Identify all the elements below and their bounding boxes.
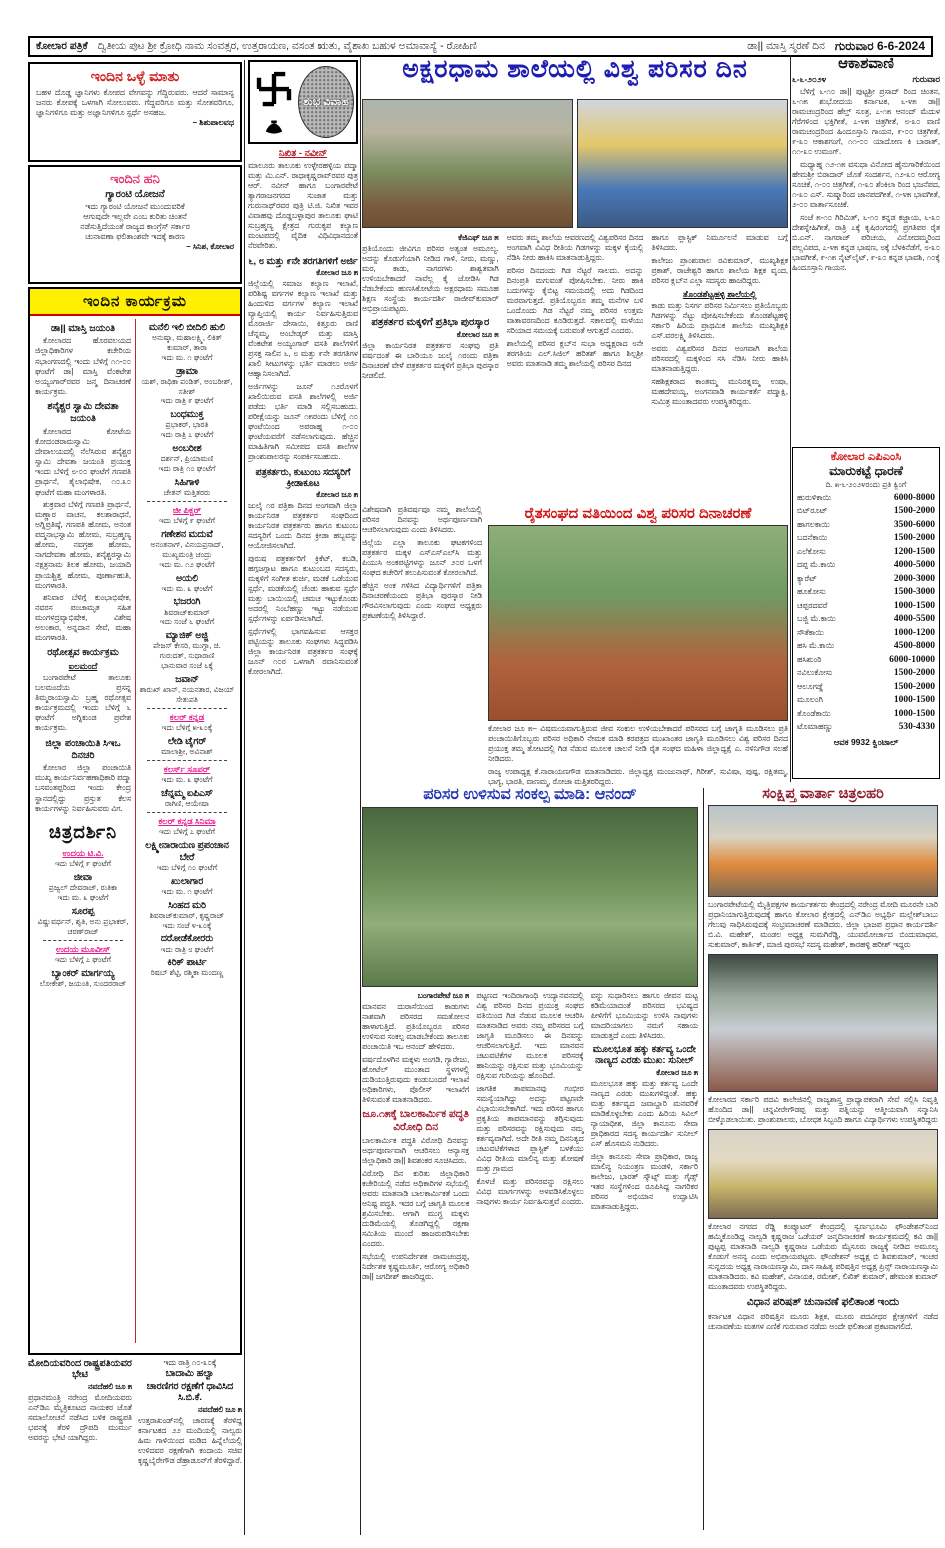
radio-evening: ಸಂಜೆ ೫-೧೦ ಗಿರಿಮಿತ್, ೬-೧೦ ಕನ್ನಡ ಕಜ್ಜಾಯ, ೬-೩೦ ದೇಶಸ್ನೇಹಿಗೀತೆ, ರಾತ್ರಿ ೭ಕ್ಕೆ ಕೃಷಿರಂಗದಲ್ಲಿ ಪ್ರಗತಿಪರ ರೈತ ಬಿ.ಎನ್. ನಾಗರಾಜ್ ಪರಿಚಯ, ವಿನೋದಮ್ಮರಿಂದ ಪಲ್ಲವಿಪದ, ೭-೪೫ ಕನ್ನಡ ಭಾಷಣ, ೮ಕ್ಕೆ ಬೆಳಕಿನೆಡೆಗೆ, ೮-೩೦ ಭಾವಗೀತೆ, ೯-೧೫ ನೈಟ್‌ಲೈಟ್, ೯-೩೦ ಕನ್ನಡ ಭಾವಶಿ, ೧೦ಕ್ಕೆ ಹಿಂದೂಸ್ತಾನಿ ಗಾಯನ. <box>792 213 940 272</box>
env-c1: ವನ್ನು ಸುಧಾರಿಸಲು ಹಾಗೂ ಜೀವನ ಮಟ್ಟ ಕಡಿಮೆಯಾದಂತೆ ಪರಿಸರದ ಭವಿಷ್ಯದ ಪೀಳಿಗೆಗೆ ಭೂಮಿಯನ್ನು ಉಳಿಸಿ ನಾವುಗಳು ಮಾದರಿಯಾಗಲು ನಮಗೆ ಸಹಾಯ ಮಾಡುತ್ತದೆ ಎಂದು ತಿಳಿಸಿದರು. <box>590 991 698 1040</box>
farmers-p1: ಕೋಲಾರ ಜೂ ೫– ವಿಷಮಯವಾಗುತ್ತಿರುವ ಜೀವ ಸಂಕುಲ ಉಳಿಯಬೇಕಾದರೆ ಪರಿಸರದ ಬಗ್ಗೆ ಜಾಗೃತಿ ಮೂಡಿಸಲು ಪ್ರತಿ ಪಂಚಾಯಿತಿಗೊಬ್ಬರು ಪರಿಸರ ಅಧಿಕಾರಿ ನೇಮಕ ಮಾಡಿ ಕರಪತ್ರದ ಮುಖಾಂತರ ಜಾಗೃತಿ ಮೂಡಿಸಲು ವಿಶ್ವ ಪರಿಸರ ದಿನದ ಪ್ರಯುಕ್ತ ತಮ್ಮ ತೋಟದಲ್ಲಿ ಗಿಡ ನೆಡುವ ಮೂಲಕ ಚಾಲನೆ ನೀಡಿ ರೈತ ಸಂಘದ ಮಹಿಳಾ ಜಿಲ್ಲಾಧ್ಯಕ್ಷೆ ಎ. ನಳಿನಿಗೌಡ ಸಲಹೆ ನೀಡಿದರು. <box>488 724 788 763</box>
photo-school-children-planting <box>577 99 788 228</box>
main-article-continuation <box>362 505 482 783</box>
env-a4: ವಿರೋಧಿ ದಿನ ಕುರಿತು ಜಿಲ್ಲಾಧಿಕಾರಿ ಕಚೇರಿಯಲ್ಲಿ ನಡೆದ ಅಧಿಕಾರಿಗಳ ಸಭೆಯಲ್ಲಿ ಅವರು ಮಾತನಾಡಿ ಬಾಲಕಾರ್ಮಿಕತೆ ಒಂದು ಅನಿಷ್ಟ ಪದ್ಧತಿ. ಇದರ ಬಗ್ಗೆ ಜಾಗೃತಿ ಮೂಲಕ ಶ್ರಮಿಸಬೇಕು. ಆಗಾಗಿ ಮುಗ್ಧ ಮಕ್ಕಳು ದುಡಿಮೆಯಲ್ಲಿ ತೊಡಗಿದ್ದಲ್ಲಿ ರಕ್ಷಣಾ ಸಮಿತಿಯ ಮುಂದೆ ಹಾಜರುಪಡಿಸಬೇಕು ಎಂದರು. <box>362 1169 470 1248</box>
radio-date: ೬-೬-೨೦೨೪ <box>792 74 827 84</box>
program-item: ಇದು ರಾತ್ರಿ ೯ ಘಂಟೆಗೆ <box>160 396 214 406</box>
column-c <box>248 60 358 1535</box>
market-row <box>797 546 935 559</box>
sports-article-p1: ಜುಲೈ ೧ರ ಪತ್ರಿಕಾ ದಿನದ ಅಂಗವಾಗಿ ಜಿಲ್ಲಾ ಕಾರ್ಯನಿರತ ಪತ್ರಕರ್ತರ ಸಂಘದಿಂದ ಕಾರ್ಯನಿರತ ಪತ್ರಕರ್ತರು ಹಾಗೂ ಕುಟುಂಬ ಸದಸ್ಯರಿಗೆ ಒಂದು ದಿನದ ಕ್ರೀಡಾ ಹಬ್ಬವನ್ನು ಆಯೋಜಿಸಲಾಗಿದೆ. <box>248 501 358 550</box>
market-row <box>797 559 935 572</box>
program-item: ಇದು ಬೆಳಿಗ್ಗೆ ೫-೩೦ಕ್ಕೆ <box>161 722 213 732</box>
program-item: ಕೋಲಾರದ ಹೊರವಲಯದ ಜಿಲ್ಲಾಧಿಕಾರಿಗಳ ಕಚೇರಿಯ ಸಭಾಂಗಣದಲ್ಲಿ ಇಂದು ಬೆಳಿಗ್ಗೆ ೧೧-೦೦ ಘಂಟೆಗೆ ಡಾ| ಮಾಸ್ತಿ ವೆಂಕಟೇಶ ಅಯ್ಯಂಗಾರ್‌ರವರ ಜನ್ಮ ದಿನಾಚರಣೆ ಕಾರ್ಯಕ್ರಮ. <box>35 336 131 396</box>
wedding-couple-names: ನಿಖಿತ - ನವೀನ್ <box>278 148 328 159</box>
market-row <box>797 532 935 545</box>
masthead-date: ಗುರುವಾರ 6-6-2024 <box>834 39 925 53</box>
market-title-1: ಕೋಲಾರ ಎಪಿಎಂಸಿ <box>830 451 902 463</box>
env-b1: ಪಟ್ಟಣದ ಇಂದಿರಾಗಾಂಧಿ ಉದ್ಯಾನವನದಲ್ಲಿ ವಿಶ್ವ ಪರಿಸರ ದಿನದ ಪ್ರಯುಕ್ತ ಸಂಘದ ವತಿಯಿಂದ ಗಿಡ ನೆಡುವ ಮೂಲಕ ಆಚರಿಸಿ ಮಾತನಾಡಿದ ಅವರು ನಮ್ಮ ಪರಿಸರದ ಬಗ್ಗೆ ಜಾಗೃತಿ ಮೂಡಿಸಲು ಈ ದಿನವನ್ನು ಆಚರಿಸಲಾಗುತ್ತಿದೆ. ಇದು ಮಾನವನ ಚಟುವಟಿಕೆಗಳ ಮೂಲಕ ಪರಿಸರಕ್ಕೆ ಹಾನಿಯನ್ನು ರಕ್ಷಿಸುವ ಮತ್ತು ಭೂಮಿಯನ್ನು ರಕ್ಷಿಸುವ ಗುರಿಯನ್ನು ಹೊಂದಿದೆ. <box>476 991 584 1080</box>
main-article-c3p1: ಹಾಗೂ ಪ್ಲಾಸ್ಟಿಕ್ ನಿರ್ಮೂಲನೆ ಮಾಡುವ ಬಗ್ಗೆ ತಿಳಿಸಿದರು. <box>651 233 789 252</box>
program-item: ಪೇಜಸ್ ಕೇಸರಿ, ಮುಗ್ಧಾ, ಚಿ. ಗುರುದತ್, ಸುಧಾರಾಣಿ <box>153 641 221 661</box>
classes-article-dateline: ಕೋಲಾರ ಜೂ ೫ <box>316 268 358 277</box>
commodity-price: 1000-1500 <box>893 708 935 719</box>
program-item: ಇದು ಸಂಜೆ ೬ ಘಂಟೆಗೆ <box>159 617 215 627</box>
brief-news-headline: ಸಂಕ್ಷಿಪ್ತ ವಾರ್ತಾ ಚಿತ್ರಲಹರಿ <box>762 786 884 802</box>
env-b2: ಜಾಗತಿಕ ತಾಪಮಾನವು ಗಂಭೀರ ಸಮಸ್ಯೆಯಾಗಿದ್ದು ಅದನ್ನು ಪಟ್ಟಣವೇ ವಿಭಾಯಿಸಬೇಕಾಗಿದೆ. ಇದು ಪರಿಸರ ಹಾಗೂ ಪ್ರಕೃತಿಯ ತಾಪಮಾನವನ್ನು ತಗ್ಗಿಸುವುದು ಮತ್ತು ಪರಿಸರವನ್ನು ರಕ್ಷಿಸುವುದು ನಮ್ಮ ಕರ್ತವ್ಯವಾಗಿದೆ. ಅದೇ ರೀತಿ ನಮ್ಮ ದಿನನಿತ್ಯದ ಚಟುವಟಿಕೆಗಳಾದ ಪ್ಲಾಸ್ಟಿಕ್ ಬಳಕೆಯು ವಿವಿಧ ರೀತಿಯ ಮಾಲಿನ್ಯ ಮತ್ತು ಶೋಷಣೆ ಮತ್ತು ಗ್ರಾಮದ <box>476 1084 584 1173</box>
commodity-price: 1000-1200 <box>893 627 935 638</box>
commodity-price: 6000-10000 <box>889 654 935 665</box>
main-article-columns <box>362 233 788 503</box>
hani-title: ಇಂದಿನ ಹನಿ <box>110 171 160 186</box>
brief-caption-2: ಕೋಲಾರದ ಸರ್ಕಾರಿ ಪದವಿ ಕಾಲೇಜಿನಲ್ಲಿ ರಾಜ್ಯಶಾಸ್ತ್ರ ಪ್ರಾಧ್ಯಾಪಕರಾಗಿ ಸೇವೆ ಸಲ್ಲಿಸಿ ನಿವೃತ್ತಿ ಹೊಂದಿದ ಡಾ|| ಚನ್ನವೀರೇಗೌಡಪ್ಪ ಮತ್ತು ಪತ್ನಿಯನ್ನು ಆತ್ಮೀಯವಾಗಿ ಸನ್ಮಾನಿಸಿ ಬೀಳ್ಕೊಡಲಾಯಿತು. ಪ್ರಾಂಶುಪಾಲರು, ಬೋಧಕ ಸಿಬ್ಬಂದಿ ಹಾಗೂ ವಿದ್ಯಾರ್ಥಿಗಳು ಉಪಸ್ಥಿತರಿದ್ದರು <box>708 1095 938 1124</box>
program-item: ರಾಗಿಣಿ, ಆಯೇಷಾ <box>165 798 209 808</box>
program-item: ಉದಯ ಮೂವೀಸ್ <box>55 943 111 954</box>
program-item: ಸಿಂಹದ ಮರಿ <box>168 899 206 910</box>
environment-columns <box>362 991 698 1531</box>
market-row <box>797 627 935 640</box>
photo-tree-watering <box>362 807 698 987</box>
good-word-body: ಬಹಳ ದೊಡ್ಡ ಜ್ಞಾನಿಗಳು ಕೋಪದ ವೇಗವನ್ನು ಗೆದ್ದಿರುವರು. ಆದರೆ ಸಾಮಾನ್ಯ ಜನರು ಕೋಪಕ್ಕೆ ಒಳಗಾಗಿ ಸೋಲುವರು. ಗೆದ್ದವರಿಗೂ ಮತ್ತು ಸೋತವರಿಗೂ, ಜ್ಞಾನಿಗಳಿಗೂ ಮತ್ತು ಅಜ್ಞಾನಿಗಳಿಗೂ ಸ್ಪರ್ಧೆ ಅಸಹಜ. <box>36 88 234 117</box>
main-article-dateline: ಕೆಜಿಎಫ್ ಜೂ ೫ <box>458 233 499 242</box>
program-item: ಇದು ರಾತ್ರಿ ೧೦ ಘಂಟೆಗೆ <box>158 464 216 474</box>
env-a3: ಬಾಲಕಾರ್ಮಿಕ ಪದ್ಧತಿ ವಿರೋಧಿ ದಿನವನ್ನು ಅರ್ಥಪೂರ್ಣವಾಗಿ ಆಚರಿಸಲು ಆನ್ಯಾಸಕ್ತ ಜಿಲ್ಲಾಧಿಕಾರಿ ಡಾ|| ಶಿವಶಂಕರ ಸೂಚಿಸಿದರು. <box>362 1136 470 1165</box>
market-row <box>797 654 935 667</box>
market-row <box>797 694 935 707</box>
cont-p2: ಜಿಲ್ಲೆಯ ಎಲ್ಲಾ ತಾಲೂಕು ಘಟಕಗಳಿಂದ ಪತ್ರಕರ್ತರ ಮಕ್ಕಳ ಎಸ್‌ಎಸ್‌ಎಲ್‌ಸಿ ಮತ್ತು ಪಿಯುಸಿ ಅಂಕಪಟ್ಟಿಗಳನ್ನು ಜೂನ್ ೨೦ರ ಒಳಗೆ ಸಂಘದ ಕಚೇರಿಗೆ ತಲುಪಿಸುವಂತೆ ಕೋರಲಾಗಿದೆ. <box>362 538 482 577</box>
program-item: ಇದು ಬೆಳಿಗ್ಗೆ ೯ ಘಂಟೆಗೆ <box>158 516 216 526</box>
program-item: ವಿಷ್ಣುವರ್ಧನ್, ಶೃತಿ, ಅನು ಪ್ರಭಾಕರ್, ಚರಣ್‌ರಾಜ್ <box>37 917 129 937</box>
bottom-left-news <box>28 1358 242 1533</box>
main-article-col3 <box>651 233 788 503</box>
program-item: ಅನುಷ್ಕಾ, ಮಹಾಲಕ್ಷ್ಮಿ, ಲಿಕಿತ್ ಕುಮಾರ್, ತಾರಾ <box>151 333 223 352</box>
program-item: ಮ್ಯಾಜಿಕ್ ಅಜ್ಜಿ <box>165 630 209 641</box>
program-item: ಗಣೇಶನ ಮದುವೆ <box>161 528 213 539</box>
commodity-price: 1000-1500 <box>893 600 935 611</box>
farmers-headline: ರೈತಸಂಘದ ವತಿಯಿಂದ ವಿಶ್ವ ಪರಿಸರ ದಿನಾಚರಣೆ <box>524 505 752 522</box>
market-row <box>797 519 935 532</box>
program-item: ಶಿವರಾಜ್‌ಕುಮಾರ್, ಕೃಷ್ಣರಾಜ್ <box>149 910 225 920</box>
radio-noon: ಮಧ್ಯಾಹ್ನ ೧೨-೧೫ ವಸುಧಾ ವಿನೋದ ಹೈನುಗಾರಿಕೆಯಿಂದ ಹೇಮಶ್ರೀ ಬಿರಾದಾರ್ ಜೊತೆ ಸಂದರ್ಶನ, ೧೨-೩೦ ಆರೋಗ್ಯ ಸೂಚಿಕೆ, ೧-೦೦ ಚಿತ್ರಗೀತೆ, ೧-೩೦ ಶೆಂಕಿಲಾ ರಿಂದ ಭಜನೆಪದ, ೧-೩೦ ಎಸ್. ಸುಷ್ಮಾರಿಂದ ಜಾನಪದಗೀತೆ, ೧-೪೫ ಭಾವಗೀತೆ, ೨-೦೦ ವಾರ್ತಾಸೂಚಿಕೆ. <box>792 160 940 209</box>
commodity-price: 4000-5000 <box>893 560 935 571</box>
program-item: ಕಲರ್ಸ್ ಸೂಪರ್ <box>163 763 211 774</box>
market-rows <box>797 492 935 735</box>
council-result-headline: ವಿಧಾನ ಪರಿಷತ್ ಚುನಾವಣೆ ಫಲಿತಾಂಶ ಇಂದು <box>746 1296 900 1308</box>
radio-schedule <box>792 55 940 445</box>
main-article-c2p2: ಪರಿಸರ ದಿನದಂದು ಗಿಡ ನೆಟ್ಟರೆ ಸಾಲದು. ಅದನ್ನು ದಿನಂಪ್ರತಿ ಮಗುವಂತೆ ಪೋಷಿಸಬೇಕು. ನೀರು ಹಾಕಿ ಬದುಗಳನ್ನು ಕೈಬಿಟ್ಟ ಸಮಯದಲ್ಲಿ ಅದು ಗಿಡದಿಂದ ಮರವಾಗುತ್ತದೆ. ಪ್ರತಿಯೊಬ್ಬರೂ ತಮ್ಮ ಮನೆಗಳ ಬಳಿ ಒಂದೊಂದು ಗಿಡ ನೆಟ್ಟರೆ ನಮ್ಮ ಪರಿಸರ ಉತ್ತಮ ವಾತಾವರಣದಿಂದ ಕೂಡಿರುತ್ತದೆ. ಸಕಾಲದಲ್ಲಿ ಮಳೆಯು ಸರಿಯಾದ ಸಮಯಕ್ಕೆ ಬರುವಂತೆ ಆಗುತ್ತದೆ ಎಂದರು. <box>506 266 644 335</box>
program-item: ಅನಂತನಾಗ್, ವಿನಯಪ್ರಸಾದ್, ಮುಖ್ಯಮಂತ್ರಿ ಚಂದ್ರು <box>150 539 224 559</box>
brief-news-block <box>708 786 938 1530</box>
radio-day: ಗುರುವಾರ <box>912 74 940 84</box>
program-item: ಪ್ರಜ್ವಲ್ ದೇವರಾಜ್, ರುತಿಕಾ <box>48 883 118 893</box>
swastika-icon <box>252 69 296 135</box>
modi-news-dateline: ನವದೆಹಲಿ ಜೂ ೫ <box>88 1382 132 1391</box>
program-item <box>147 708 227 709</box>
photo-saree-planting <box>362 99 573 228</box>
cont-p1: ವಿಶೇಷವಾಗಿ ಪ್ರತಿವರ್ಷವೂ ನಮ್ಮ ಶಾಲೆಯಲ್ಲಿ ಪರಿಸರ ದಿನವನ್ನು ಅರ್ಥಪೂರ್ಣವಾಗಿ ಆಚರಿಸಲಾಗುವುದು ಎಂದು ತಿಳಿಸಿದರು. <box>362 505 482 534</box>
env-a5: ಸಭೆಯಲ್ಲಿ ಉಪನಿರ್ದೇಶಕ ರಾಮಚಂದ್ರಪ್ಪ, ನಿರ್ದೇಶಕ ಕೃಷ್ಣಮೂರ್ತಿ, ಆರೋಗ್ಯ ಅಧಿಕಾರಿ ಡಾ|| ಜಗದೀಶ್ ಹಾಜರಿದ್ದರು. <box>362 1252 470 1281</box>
environment-dateline: ಬಂಗಾರಪೇಟೆ ಜೂ ೫ <box>417 991 470 1000</box>
env-a2: ವರ್ಷದೊಳಗಿನ ಮಕ್ಕಳು ಅಂಗಡಿ, ಗ್ಯಾರೇಜು, ಹೋಟೆಲ್ ಮುಂತಾದ ಸ್ಥಳಗಳಲ್ಲಿ ದುಡಿಯುತ್ತಿರುವುದು ಕಂಡುಬಂದರೆ ಇಲಾಖೆ ಅಧಿಕಾರಿಗಳು, ಪೊಲೀಸ್ ಇಲಾಖೆಗೆ ತಿಳಿಸುವಂತೆ ಮಾತನಾಡಿದರು. <box>362 1055 470 1104</box>
commodity-price: 1500-2000 <box>893 668 935 679</box>
commodity-price: 4500-8000 <box>893 641 935 652</box>
program-item: ಕಲರ್ ಕನ್ನಡ <box>169 711 205 722</box>
hani-subtitle: ಗ್ಯಾರಂಟಿ ಯೋಜನೆ <box>105 189 165 200</box>
wedding-logo-box <box>248 60 358 144</box>
program-item: ಇದು ಬೆಳಿಗ್ಗೆ ೭ ಘಂಟೆಗೆ <box>158 826 216 836</box>
program-item: ಚಿತ್ರದರ್ಶಿನಿ <box>48 821 118 842</box>
program-item: ಇದು ರಾತ್ರಿ ೮ ಘಂಟೆಗೆ <box>160 944 214 954</box>
market-row <box>797 640 935 653</box>
subhead-tondashettahalli: ತೊಂಡಶೆಟ್ಟಹಳ್ಳಿ ಶಾಲೆಯಲ್ಲಿ <box>682 289 757 299</box>
commodity-name: ಹಸಿ ಮೆ.ಕಾಯಿ <box>797 641 835 651</box>
radio-title: ಆಕಾಶವಾಣಿ <box>838 55 894 72</box>
main-article-col1 <box>362 233 499 503</box>
market-price-table <box>792 447 940 779</box>
good-word-title: ಇಂದಿನ ಒಳ್ಳೆ ಮಾತು <box>90 68 180 84</box>
cbk-news <box>138 1358 242 1533</box>
main-article-c2p3: ಶಾಲೆಯಲ್ಲಿ ಪರಿಸರ ಕ್ಲಬ್‌ನ ಸುಭಾ ಅಧ್ಯಕ್ಷರಾದ ೮ನೇ ತರಗತಿಯ ಎಲ್.ಸಿಜಿಲ್ ಹರಿತಶ್ ಹಾಗೂ ಶಿಲ್ಪಶ್ರೀ ಅವರು ಮಾತನಾಡಿ ತಮ್ಮ ಶಾಲೆಯಲ್ಲಿ ಪರಿಸರ ದಿನದ <box>506 339 644 368</box>
environment-headline: ಪರಿಸರ ಉಳಿಸುವ ಸಂಕಲ್ಪ ಮಾಡಿ: ಆನಂದ್ <box>423 786 637 803</box>
column-rule-1 <box>244 60 245 1535</box>
hani-box <box>28 165 242 284</box>
program-item: ಡ್ರಾಮಾ <box>176 365 198 376</box>
column-rule-4 <box>703 788 704 1530</box>
programs-columns <box>30 316 240 1346</box>
market-row <box>797 600 935 613</box>
env-b3: ಕೊಳಚೆ ಮತ್ತು ಪರಿಸರವನ್ನು ರಕ್ಷಿಸಲು ವಿವಿಧ ಮಾರ್ಗಗಳನ್ನು ಅಳವಡಿಸಿಕೊಳ್ಳಲು ನಾವುಗಳು ಕಾರ್ಯ ನಿರ್ವಹಿಸುತ್ತವೆ ಎಂದರು. <box>476 1177 584 1206</box>
photo-bjp-rally <box>708 805 938 897</box>
program-item: ಅಂಬರೀಶ <box>172 443 202 454</box>
council-result-para: ಕರ್ನಾಟಕ ವಿಧಾನ ಪರಿಷತ್ತಿನ ಮೂರು ಶಿಕ್ಷಕ, ಮೂರು ಪದವೀಧರ ಕ್ಷೇತ್ರಗಳಿಗೆ ನಡೆದ ಚುನಾವಣೆಯ ಮತಗಳ ಎಣಿಕೆ ಗುರುವಾರ ನಡೆದು ಅಂದೇ ಫಲಿತಾಂಶ ಪ್ರಕಟವಾಗಲಿದೆ. <box>708 1312 938 1331</box>
program-item: ಇದು ಸಂಜೆ ೪-೩೦ಕ್ಕೆ <box>162 920 212 930</box>
masthead-note: ಡಾ|| ಮಾಸ್ತಿ ಸ್ಮರಣೆ ದಿನ <box>747 40 825 52</box>
commodity-name: ಹೂಕೋಸು <box>797 587 826 597</box>
program-item: ಇದು ಬೆಳಿಗ್ಗೆ ೧೦ ಘಂಟೆಗೆ <box>156 862 218 872</box>
wedding-logo-title: ಶುಭ ವಿವಾಹ <box>298 66 354 138</box>
program-item <box>147 760 227 761</box>
program-item: ಶಾರುಖ್ ಖಾನ್, ನಯನತಾರ, ವಿಜಯ್ ಸೇತುಪತಿ <box>139 685 235 704</box>
commodity-price: 3500-6000 <box>893 519 935 530</box>
program-item: ಬ್ಯಾಂಕರ್ ಮಾರ್ಗಯ್ಯ <box>51 967 115 978</box>
program-item: ಸಿಹಿಗಾಳಿ <box>174 476 200 487</box>
program-item: ಕಿರಿಕ್ ಪಾರ್ಟಿ <box>167 957 207 968</box>
commodity-name: ಬಿಟ್‌ರೂಟ್ <box>797 506 828 516</box>
program-item: ಯಶ್, ರಾಧಿಕಾ ಪಂಡಿತ್, ಅಂಬರೀಶ್, ಸತೀಶ್ <box>141 376 233 396</box>
photo-kannada-scarves-group <box>708 1129 938 1219</box>
program-item: ಇದು ಮ. ೧ ಘಂಟೆಗೆ <box>161 352 213 362</box>
subhead-child-labour-day: ಜೂ.೧೫ಕ್ಕೆ ಬಾಲಕಾರ್ಮಿಕ ಪದ್ಧತಿ ವಿರೋಧಿ ದಿನ <box>362 1108 469 1133</box>
classes-article-p2: ಅರ್ಜಿಗಳನ್ನು ಜೂನ್ ೧೨ರೊಳಗೆ ಖಾಲಿಯಿರುವ ವಸತಿ ಶಾಲೆಗಳಲ್ಲಿ ಅರ್ಜಿ ಪಡೆದು ಭರ್ತಿ ಮಾಡಿ ಸಲ್ಲಿಸಬಹುದು. ಪರೀಕ್ಷೆಯನ್ನು ಜೂನ್ ೧೫ರಂದು ಬೆಳಿಗ್ಗೆ ೧೦ ಘಂಟೆಯಿಂದ ಅಪರಾಹ್ನ ೧-೦೦ ಘಂಟೆಯವರೆಗೆ ನಡೆಸಲಾಗುವುದು. ಹೆಚ್ಚಿನ ಮಾಹಿತಿಗಾಗಿ ಸಮೀಪದ ವಸತಿ ಶಾಲೆಗಳ ಪ್ರಾಂಶುಪಾಲರನ್ನು ಸಂಪರ್ಕಿಸಬಹುದು. <box>248 382 358 461</box>
sports-article-dateline: ಕೋಲಾರ ಜೂ ೫ <box>316 490 358 499</box>
hani-line: ಚುನಾವಣಾ ಫಲಿತಾಂಶವೇ ಇದಕ್ಕೆ ಕಾರಣ <box>85 232 185 241</box>
badami-time: ಇದು ರಾತ್ರಿ ೧೦-೩೦ಕ್ಕೆ <box>163 1358 217 1367</box>
photo-farmers-group <box>488 525 788 721</box>
column-rule-2 <box>360 55 361 1535</box>
market-row <box>797 586 935 599</box>
hani-lines <box>36 202 234 242</box>
program-item: ಲಕ್ಷ್ಮೀನಾರಾಯಣ ಪ್ರಪಂಚಾನ ಬೇರೆ <box>145 839 229 862</box>
program-item: ಸೂರಪ್ಪ <box>71 906 95 917</box>
farmers-p2: ರಾಜ್ಯ ಉಪಾಧ್ಯಕ್ಷ ಕೆ.ನಾರಾಯಣಗೌಡ ಮಾತನಾಡಿದರು. ಜಿಲ್ಲಾಧ್ಯಕ್ಷ ಮಂಜುನಾಥ್, ಗಿರೀಶ್, ಸುವಿಷಾ, ಪುಷ್ಪ, ರಕ್ಷಿತಮ್ಮ, ಭಾಗ್ಯ, ಭಾರತಿ, ವಾಣಮ್ಮ, ರೋಜಾ ಮತ್ತಿತರರಿದ್ದರು. <box>488 767 788 786</box>
cbk-news-body: ಉತ್ತರಾಖಂಡ್‌ನಲ್ಲಿ ಚಾರಣಕ್ಕೆ ತೆರಳಿದ್ದ ಕರ್ನಾಟಕದ ೨೨ ಮಂದಿಯಲ್ಲಿ ನಾಲ್ವರು ಹಿಮ ಗಾಳಿಯಿಂದ ಮಡಿದ ಹಿನ್ನೆಲೆಯಲ್ಲಿ ಉಳಿದವರ ರಕ್ಷಣೆಗಾಗಿ ಕಂದಾಯ ಸಚಿವ ಕೃಷ್ಣಬೈರೇಗೌಡ ಡೆಹ್ರಾಡೂನ್‌ಗೆ ತೆರಳಿದ್ದಾರೆ. <box>138 1416 242 1465</box>
kalasha-icon <box>263 117 285 135</box>
brief-caption-3: ಕೋಲಾರ ನಗರದ ರೆಡ್ಡಿ ಕಂಪ್ಯೂಟರ್ ಕೇಂದ್ರದಲ್ಲಿ ಸ್ವರ್ಣಭೂಮಿ ಫೌಂಡೇಶನ್‌ನಿಂದ ಹಮ್ಮಿಕೊಂಡಿದ್ದ ನಾಲ್ವಡಿ ಕೃಷ್ಣರಾಜ ಒಡೆಯರ್ ಜನ್ಮದಿನಾಚರಣೆ ಕಾರ್ಯಕ್ರಮದಲ್ಲಿ ಕವಿ ಡಾ|| ಪುಟ್ಟಪ್ಪ ಮಾತನಾಡಿ ನಾಲ್ವಡಿ ಕೃಷ್ಣರಾಜ ಒಡೆಯರು ಮೈಸೂರು ರಾಜ್ಯಕ್ಕೆ ನೀಡಿದ ಅಮೂಲ್ಯ ಕೊಡುಗೆ ಅನನ್ಯ ಎಂದು ಅಭಿಪ್ರಾಯಪಟ್ಟರು. ಫೌಂಡೇಶನ್ ಅಧ್ಯಕ್ಷ ಬಿ ಶಿವಕುಮಾರ್, ಇಂಚರ ಸುನ್ನದಯ ಅಧ್ಯಕ್ಷ ನಾರಾಯಣಸ್ವಾಮಿ, ದಾಸ ಸಾಹಿತ್ಯ ಪರಿಷತ್ತಿನ ಅಧ್ಯಕ್ಷ ಪ್ರಿನ್ಸ್ ನಾರಾಯಣಸ್ವಾಮಿ ಮಾತನಾಡಿದರು. ಕವಿ ಮಹೇಶ್, ವಿನಾಯಕ, ರಮೇಶ್, ಲಿಖಿತ್ ಕುಮಾರ್, ಹೇಮಂತ ಕುಮಾರ್ ಮುಂತಾದವರು ಉಪಸ್ಥಿತರಿದ್ದರು. <box>708 1222 938 1291</box>
classes-article-headline: ೬, ೮ ಮತ್ತು ೯ನೇ ತರಗತಿಗಳಿಗೆ ಅರ್ಜಿ <box>248 256 358 266</box>
program-item: ಇದು ಮ. ೧೨ ಘಂಟೆಗೆ <box>159 559 215 569</box>
program-item: ದರ್ಶನ್, ಪ್ರಿಯಾಮಣಿ <box>160 454 214 464</box>
commodity-name: ಸೌತೆಕಾಯಿ <box>797 627 824 637</box>
program-item: ಇದು ಮ. ೧ ಘಂಟೆಗೆ <box>161 886 213 896</box>
program-item: ಇದು ಬೆಳಿಗ್ಗೆ ೯ ಘಂಟೆಗೆ <box>54 859 112 869</box>
program-item: ಲೋಕೇಶ್, ಜಯಂತಿ, ಸುಂದರರಾಜ್ <box>39 978 127 988</box>
commodity-price: 1500-2000 <box>893 681 935 692</box>
market-row <box>797 505 935 518</box>
program-item: ಭಜರಂಗಿ <box>173 596 201 607</box>
hani-signature: – ಸಿನಿಶ, ಕೋಲಾರ <box>186 242 234 251</box>
commodity-price: 4000-5500 <box>893 614 935 625</box>
main-article-col2 <box>507 233 644 503</box>
program-item: ಪ್ರಭಾಕರ್, ಭಾರತಿ <box>165 420 209 430</box>
program-item: ಖುಲಾಗಾರ <box>170 875 204 886</box>
main-article-c3p4: ಅವರು ವಿಶ್ವಪರಿಸರ ದಿನದ ಅಂಗವಾಗಿ ಶಾಲೆಯ ಪರಿಸರದಲ್ಲಿ ಮಕ್ಕಳಿಂದ ಸಸಿ ನೆಡಿಸಿ ನೀರು ಹಾಕಿಸಿ ಮಾತನಾಡುತ್ತಿದ್ದರು. <box>651 344 789 373</box>
good-word-signature: – ಶಿಶುಪಾಲವಧ <box>192 118 234 127</box>
commodity-name: ಬದನೆಕಾಯಿ <box>797 533 828 543</box>
commodity-name: ಹುರುಳಿಕಾಯಿ <box>797 493 832 502</box>
env-c3: ಜಿಲ್ಲಾ ಕಾನೂನು ಸೇವಾ ಪ್ರಾಧಿಕಾರ, ರಾಜ್ಯ ಮಾಲಿನ್ಯ ನಿಯಂತ್ರಣ ಮಂಡಳಿ, ಸರ್ಕಾರಿ ಕಾಲೇಜು, ಭಾರತ್ ಸ್ಕೌಟ್ಸ್ ಮತ್ತು ಗೈಡ್ಸ್ ಇತರ ಸಂಸ್ಥೆಗಳಿಂದ ರೂಪಿಸಿದ್ದ ನಾಗರಿಕರ ಪರಿಸರ ಅಭಿಯಾನ ಉದ್ಘಾಟಿಸಿ ಮಾತನಾಡುತ್ತಿದ್ದರು. <box>590 1152 698 1211</box>
sports-article-p2: ಪುರುಷ ಪತ್ರಕರ್ತರಿಗೆ ಕ್ರಿಕೆಟ್, ಕಬಡಿ, ಹಗ್ಗಜಗ್ಗಾಟ ಹಾಗೂ ಕುಟುಂಬದ ಸದಸ್ಯರು, ಮಕ್ಕಳಿಗೆ ಸಂಗೀತ ಕುರ್ಚಿ, ಮಡಕೆ ಒಡೆಯುವ ಸ್ಪರ್ಧೆ, ಮಡಕೆಯಲ್ಲಿ ಚೆಂಡು ಹಾಕುವ ಸ್ಪರ್ಧೆ ಮತ್ತು ಬಾಯಿಯಲ್ಲಿ ಚಮಚ ಇಟ್ಟುಕೊಂಡು ಅದರಲ್ಲಿ ನಿಂಬೆಹಣ್ಣು ಇಟ್ಟು ನಡೆಯುವ ಸ್ಪರ್ಧೆಗಳನ್ನು ಏರ್ಪಡಿಸಲಾಗಿದೆ. <box>248 554 358 623</box>
farmers-association-block <box>488 505 788 786</box>
program-item: ಇದು ಮ. ೩ ಘಂಟೆಗೆ <box>161 774 213 784</box>
main-article-c3p3: ಕಾಡು ಮತ್ತು ನಿಸರ್ಗ ಪರಿಸರ ನಿರ್ಮಿಸಲು ಪ್ರತಿಯೊಬ್ಬರು ಗಿಡಗಳನ್ನು ನೆಟ್ಟು ಪೋಷಿಸಬೇಕೆಂದು ತೊಂಡಶೆಟ್ಟಹಳ್ಳಿ ಸರ್ಕಾರಿ ಹಿರಿಯ ಪ್ರಾಥಮಿಕ ಶಾಲೆಯ ಮುಖ್ಯಶಿಕ್ಷಕಿ ಎಸ್.ವರಲಕ್ಷ್ಮಿ ತಿಳಿಸಿದರು. <box>651 301 789 340</box>
commodity-name: ಮೂಲಂಗಿ <box>797 695 823 705</box>
program-item: ಜೀವಾ <box>73 872 93 883</box>
program-item: ಜೀ ಪಿಕ್ಚರ್ <box>172 504 202 515</box>
program-item: ಬಂಗಾರಪೇಟೆ ತಾಲೂಕು ಬಲಮಂದೆಯ ಪ್ರಸನ್ನ ತಿಮ್ಮರಾಯಸ್ವಾಮಿ ಬ್ರಹ್ಮ ರಥೋತ್ಸವ ಕಾರ್ಯಕ್ರಮದಲ್ಲಿ ಇಂದು ಬೆಳಿಗ್ಗೆ ೬ ಘಂಟೆಗೆ ಅಗ್ನಿಕುಂಡ ಪ್ರವೇಶ ಕಾರ್ಯಕ್ರಮ. <box>35 672 131 733</box>
market-footer: ಆವಕ 9932 ಕ್ವಿಂಟಾಲ್ <box>833 736 899 747</box>
market-title-2: ಮಾರುಕಟ್ಟೆ ಧಾರಣೆ <box>829 464 903 478</box>
commodity-name: ನವಿಲುಕೋಸು <box>797 668 833 678</box>
commodity-name: ಚಪ್ಪರದವರೆ <box>797 600 828 610</box>
wedding-announcement: ಮಾಲೂರು ತಾಲೂಕು ಉಳ್ಳೇರಹಳ್ಳಿಯ ಪದ್ಮಾ ಮತ್ತು ಮಿ.ಎನ್. ರಾಧಾಕೃಷ್ಣರಾವ್‌ರವರ ಪುತ್ರ ಆರ್. ನವೀನ್ ಹಾಗೂ ಬಂಗಾರಪೇಟೆ ತ್ಯಾಗರಾಜನಗರದ ಸುಜಾತ ಮತ್ತು ಗುರುನಾಥ್‌ರವರ ಪುತ್ರಿ ಟಿ.ಜಿ. ನಿಖಿತ ಇವರ ವಿವಾಹವು ದೊಡ್ಡಬಳ್ಳಾಪುರ ತಾಲೂಕು ಘಾಟಿ ಸುಬ್ರಹ್ಮಣ್ಯ ಕ್ಷೇತ್ರದ ಗುರುಕೃಪ ಕಲ್ಯಾಣ ಮಂಟಪದಲ್ಲಿ ವೈದಿಕ ವಿಧಿವಿಧಾನದಂತೆ ನೆರವೇರಿತು. <box>248 161 358 250</box>
commodity-name: ಹಾಗಲಕಾಯಿ <box>797 519 830 529</box>
commodity-name: ಕ್ಯಾರೆಟ್ <box>797 573 817 583</box>
market-row <box>797 721 935 734</box>
radio-dateline <box>792 74 940 85</box>
subhead-fundamental-rights: ಮೂಲಭೂತ ಹಕ್ಕು ಕರ್ತವ್ಯ ಒಂದೇ ನಾಣ್ಯದ ಎರಡು ಮುಖ: ಸುನೀಲ್ <box>592 1044 696 1066</box>
main-article-c3p2: ಕಾಲೇಜು ಪ್ರಾಂಶುಪಾಲ ರವಿಕುಮಾರ್, ಮುಖ್ಯಶಿಕ್ಷಕ ಪ್ರಕಾಶ್, ರಾಜೇಶ್ವರಿ ಹಾಗೂ ಶಾಲೆಯ ಶಿಕ್ಷಕ ವೃಂದ, ಪರಿಸರ ಕ್ಲಬ್‌ನ ಎಲ್ಲಾ ಸದಸ್ಯರು ಹಾಜರಿದ್ದರು. <box>651 256 789 285</box>
program-item <box>43 940 123 941</box>
program-item: ಐಲಮಂದೆ <box>68 660 98 671</box>
program-item: ಮಾಲಾಶ್ರೀ, ಅವಿನಾಶ್ <box>161 746 213 756</box>
hani-line: ಇದು ಗ್ಯಾರಂಟಿ ಯೋಜನೆ ಮುಂದುವರಿಕೆ <box>85 202 185 211</box>
program-item <box>147 501 227 502</box>
environment-col1 <box>362 991 469 1531</box>
market-row <box>797 573 935 586</box>
commodity-name: ದಪ್ಪ ಮೆ.ಕಾಯಿ <box>797 560 836 570</box>
program-item: ಉದಯ ಟಿ.ವಿ. <box>62 848 104 859</box>
program-item: ಚೇತನ್ ಮತ್ತಿತರರು <box>163 487 211 497</box>
main-photo-row <box>362 99 788 228</box>
commodity-price: 1500-2000 <box>893 533 935 544</box>
program-item: ಜಿಲ್ಲಾ ಪಂಚಾಯಿತಿ ಸಿಇಒ ದಿನಚರಿ <box>45 737 121 761</box>
commodity-name: ಟೊಮಾಹಣ್ಣು <box>797 722 833 732</box>
commodity-name: ಆಲೂಗಡ್ಡೆ <box>797 681 824 691</box>
main-article-c1p1: ಪ್ರತಿಯೊಂದು ಜೀವಿಗೂ ಪರಿಸರ ಅತ್ಯಂತ ಅಮೂಲ್ಯ. ಅದನ್ನು ಕೊಡುಗೆಯಾಗಿ ನೀಡಿದ ಗಾಳಿ, ನೀರು, ಮಣ್ಣು, ಮರ, ಕಾಡು, ನಾಗರಗಳು ಶಾಶ್ವತವಾಗಿ ಉಳಿಯಬೇಕಾದರೆ ನಾವೆಲ್ಲ ಕೈ ಜೋಡಿಸಿ ಗಿಡ ನೆಡಬೇಕೆಂದು ಹುಣಸಿಕೋಟೆಯ ಅಕ್ಷರಧಾಮ ಸಮೂಹ ಶಿಕ್ಷಣ ಸಂಸ್ಥೆಯ ಕಾರ್ಯದರ್ಶಿ ರಾಜೀವ್‌ಕುಮಾರ್ ಅಭಿಪ್ರಾಯಪಟ್ಟರು. <box>362 244 499 313</box>
program-item: ಕೋಲಾರದ ಕೋಟೆಯ ಕೋದಂಡರಾಮಸ್ವಾಮಿ ದೇವಾಲಯದಲ್ಲಿ ನೆಲೆಸಿರುವ ಶನೈಶ್ಚರ ಸ್ವಾಮಿ ದೇವತಾ ಜಯಂತಿ ಪ್ರಯುಕ್ತ ಇಂದು ಬೆಳಿಗ್ಗೆ ೮-೦೦ ಘಂಟೆಗೆ ಗಣಪತಿ ಪ್ರಾರ್ಥನೆ, ತೈಲಾಭಿಷೇಕ, ೧೦.೩೦ ಘಂಟೆಗೆ ಮಹಾ ಮಂಗಳಾರತಿ. <box>35 426 131 497</box>
market-row <box>797 667 935 680</box>
env-a1: ಮಾನವನ ದುರಾಸೆಯಿಂದ ಕಾಡುಗಳು ನಾಶವಾಗಿ ಪರಿಸರದ ಸಮತೋಲನ ಹಾಳಾಗುತ್ತಿದೆ. ಪ್ರತಿಯೊಬ್ಬರೂ ಪರಿಸರ ಉಳಿಸುವ ಸಂಕಲ್ಪ ಮಾಡಬೇಕೆಂದು ತಾಲೂಕು ಪಂಚಾಯಿತಿ ಇಒ ಆನಂದ್ ಹೇಳಿದರು. <box>362 1002 470 1051</box>
market-row <box>797 613 935 626</box>
environment-resolution-block <box>362 786 698 1530</box>
program-item: ಇದು ಮ. ೩ ಘಂಟೆಗೆ <box>161 583 213 593</box>
rights-dateline: ಕೋಲಾರ ಜೂ ೫ <box>656 1068 698 1077</box>
program-item: ದರೋಡೆಕೋರರು <box>160 933 214 944</box>
program-item: ಲೇಡಿ ಟೈಗರ್ <box>167 735 207 746</box>
column-rule-3 <box>790 55 791 782</box>
modi-news-body: ಪ್ರಧಾನಮಂತ್ರಿ ನರೇಂದ್ರ ಮೋದಿಯವರು ಎನ್‌ಡಿಎ ಮೈತ್ರಿಕೂಟದ ನಾಯಕರ ಜೊತೆ ಸಮಾಲೋಚನೆ ನಡೆಸಿದ ಬಳಿಕ ರಾಷ್ಟ್ರಪತಿ ಭವನಕ್ಕೆ ತೆರಳಿ ದ್ರೌಪದಿ ಮುರ್ಮು ಅವರನ್ನು ಭೇಟಿ ಯಾಗಿದ್ದರು. <box>28 1393 132 1442</box>
sports-article-headline: ಪತ್ರಕರ್ತರು, ಕುಟುಂಬ ಸದಸ್ಯರಿಗೆ ಕ್ರೀಡಾಕೂಟ <box>255 467 351 488</box>
programs-banner: ಇಂದಿನ ಕಾರ್ಯಕ್ರಮ <box>30 289 240 316</box>
main-headline: ಅಕ್ಷರಧಾಮ ಶಾಲೆಯಲ್ಲಿ ವಿಶ್ವ ಪರಿಸರ ದಿನ <box>402 55 748 83</box>
commodity-name: ತೊಂಡೆಕಾಯಿ <box>797 708 831 718</box>
edition-line: ದ್ವಿತೀಯ ಪುಟ ಶ್ರೀ ಕ್ರೋಧಿ ನಾಮ ಸಂವತ್ಸರ, ಉತ್ತರಾಯಣ, ವಸಂತ ಋತು, ವೈಶಾಖ ಬಹುಳ ಅಮಾವಾಸ್ಯೆ - ರೋಹಿಣಿ <box>97 40 477 52</box>
mid-band <box>362 505 788 786</box>
program-item <box>147 812 227 813</box>
main-article-c2p1: ಅವರು ತಮ್ಮ ಶಾಲೆಯ ಆವರಣದಲ್ಲಿ ವಿಶ್ವಪರಿಸರ ದಿನದ ಅಂಗವಾಗಿ ವಿವಿಧ ರೀತಿಯ ಗಿಡಗಳನ್ನು ಮಕ್ಕಳ ಕೈಯಲ್ಲಿ ನೆಡಿಸಿ ನೀರು ಹಾಕಿಸಿ ಮಾತನಾಡುತ್ತಿದ್ದರು. <box>506 233 644 262</box>
commodity-price: 1000-1500 <box>893 695 935 706</box>
program-item: ಡಾ|| ಮಾಸ್ತಿ ಜಯಂತಿ <box>50 323 116 334</box>
program-item: ಮನೆಲಿ ಇಲಿ ಬೀದಿಲಿ ಹುಲಿ <box>148 322 226 332</box>
program-item: ಕೋಲಾರ ಜಿಲ್ಲಾ ಪಂಚಾಯಿತಿ ಮುಖ್ಯ ಕಾರ್ಯನಿರ್ವಹಣಾಧಿಕಾರಿ ಪದ್ಮಾ ಬಸವಂತಪ್ಪರಿಂದ ಇಂದು ಕೇಂದ್ರ ಸ್ಥಾನದಲ್ಲಿದ್ದು ಪ್ರಸ್ತುತ ಕೆಲಸ ಕಾರ್ಯಗಳನ್ನು ನಿರ್ವಹಿಸುವರು ವಿಗ. <box>35 763 131 813</box>
cont-p3: ಹೆಚ್ಚಿನ ಅಂಕ ಗಳಿಸಿದ ವಿದ್ಯಾರ್ಥಿಗಳಿಗೆ ಪತ್ರಿಕಾ ದಿನಾಚರಣೆಯಂದು ಪ್ರತಿಭಾ ಪುರಸ್ಕಾರ ನೀಡಿ ಗೌರವಿಸಲಾಗುವುದು ಎಂದು ಸಂಘದ ಅಧ್ಯಕ್ಷರು ಪ್ರಕಟಣೆಯಲ್ಲಿ ತಿಳಿಸಿದ್ದಾರೆ. <box>362 581 482 620</box>
hani-line: ನಡೆಸುತ್ತಿದೆಯಂತೆ ರಾಜ್ಯದ ಕಾಂಗ್ರೆಸ್ ಸರ್ಕಾರ <box>80 222 190 231</box>
subhead1-dateline: ಕೋಲಾರ ಜೂ ೫ <box>456 330 499 339</box>
program-item: ರಥೋತ್ಸವ ಕಾರ್ಯಕ್ರಮ <box>47 647 119 659</box>
masthead <box>28 36 933 57</box>
program-item: ಇದು ರಾತ್ರಿ ೭ ಘಂಟೆಗೆ <box>160 430 214 440</box>
program-item: ಜವಾನ್ <box>175 673 199 684</box>
commodity-price: 2000-3000 <box>893 573 935 584</box>
commodity-price: 1500-3000 <box>893 587 935 598</box>
main-article-c3p5: ಸಹಶಿಕ್ಷಕರಾದ ಕಾಂತಮ್ಮ ಮುನಿರತ್ನಮ್ಮ ಉಷಾ, ಮಹದೇವಯ್ಯ, ಅಂಗನವಾಡಿ ಕಾರ್ಯಕರ್ತೆ ಪದ್ಮಾಕ್ಷಿ, ಸುಮಿತ್ರ ಮುಂತಾದವರು ಉಪಸ್ಥಿತರಿದ್ದರು. <box>651 377 789 406</box>
market-row <box>797 681 935 694</box>
subhead-pratibha-puraskara: ಪತ್ರಕರ್ತರ ಮಕ್ಕಳಿಗೆ ಪ್ರತಿಭಾ ಪುರಸ್ಕಾರ <box>371 317 490 328</box>
market-row <box>797 492 935 505</box>
photo-felicitation <box>708 954 938 1092</box>
program-item: ಇದು ಬೆಳಿಗ್ಗೆ ೭ ಘಂಟೆಗೆ <box>54 955 112 965</box>
program-item: ಬಂಧಮುಕ್ತ <box>170 409 204 420</box>
program-item: ಚೆನ್ನಮ್ಮ ಐಪಿಎಸ್ <box>161 787 213 798</box>
sports-article-p3: ಸ್ಪರ್ಧೆಗಳಲ್ಲಿ ಭಾಗವಹಿಸುವ ಆಸಕ್ತರ ಪಟ್ಟಿಯನ್ನು ತಾಲೂಕು ಸಂಘಗಳು ಸಿದ್ಧಪಡಿಸಿ ಜಿಲ್ಲಾ ಕಾರ್ಯನಿರತ ಪತ್ರಕರ್ತರ ಸಂಘಕ್ಕೆ ಜೂನ್ ೧೦ರ ಒಳಗಾಗಿ ರವಾನಿಸುವಂತೆ ಕೋರಲಾಗಿದೆ. <box>248 627 358 676</box>
hani-line: ಆಗುವುದೇ ಇಲ್ಲವೇ ಎಂಬ ಕುರಿತು ಚಿಂತನೆ <box>83 212 187 221</box>
program-item: ಶಿವರಾಜ್‌ಕುಮಾರ್ <box>164 607 210 617</box>
market-subtitle: ದಿ. ೫-೬-೨೦೨೪ರಂದು ಪ್ರತಿ ಕ್ವಿಂಗೆ <box>825 480 907 489</box>
commodity-name: ಎಲೆಕೋಸು <box>797 546 826 556</box>
cbk-news-headline: ಚಾರಣಿಗರ ರಕ್ಷಣೆಗೆ ಧಾವಿಸಿದ ಸಿ.ಬಿ.ಕೆ. <box>146 1381 234 1403</box>
radio-morning: ಬೆಳಿಗ್ಗೆ ೬-೧೦ ಡಾ|| ಪುಟ್ಟಶ್ರೀ ಪ್ರಸಾದ್ ರಿಂದ ಚಿಂತನ, ೬-೧೫ ಶುಭೋದಯ ಕರ್ನಾಟಕ, ೬-೪೫ ಡಾ|| ರಾಮಚಂದ್ರರಿಂದ ಹೆಲ್ತ್ ಸೂತ್ರ, ೭-೧೫ ಆನಂದ್ ಮೆದುಳ ಗೆರೆಗಳಿಂದ ಭಕ್ತಿಗೀತೆ, ೭-೪೫ ಚಿತ್ರಗೀತೆ, ೮-೩೦ ವಾಣಿ ರಾಮಚಂದ್ರರಿಂದ ಹಿಂದೂಸ್ತಾನಿ ಗಾಯನ, ೯-೦೦ ಚಿತ್ರಗೀತೆ, ೯-೩೦ ಆಕಾಶಗಂಗೆ, ೧೧-೦೦ ಯಾದೋಣ ಕಿ ಬಾರಾತ್, ೧೧-೩೦ ಉಮಂಗ್. <box>792 87 940 156</box>
program-item: ಇದು ಮ. ೩ ಘಂಟೆಗೆ <box>57 893 109 903</box>
commodity-price: 1500-2000 <box>893 506 935 517</box>
env-c2: ಮೂಲಭೂತ ಹಕ್ಕು ಮತ್ತು ಕರ್ತವ್ಯ ಒಂದೇ ನಾಣ್ಯದ ಎರಡು ಮುಖಗಳಿದ್ದಂತೆ. ಹಕ್ಕು ಮತ್ತು ಕರ್ತವ್ಯದ ಜವಾಬ್ದಾರಿ ಮನವರಿಕೆ ಮಾಡಿಕೊಳ್ಳಬೇಕು ಎಂದು ಹಿರಿಯ ಸಿವಿಲ್ ನ್ಯಾಯಾಧೀಶ, ಜಿಲ್ಲಾ ಕಾನೂನು ಸೇವಾ ಪ್ರಾಧಿಕಾರದ ಸದಸ್ಯ ಕಾರ್ಯದರ್ಶಿ ಸುನೀಲ್ ಎಸ್ ಹೊಸಮನಿ ನುಡಿದರು. <box>590 1079 698 1148</box>
program-item: ಅಯಲಿ <box>175 572 198 583</box>
commodity-price: 530-4330 <box>898 722 935 733</box>
badami-movie: ಬಾದಾಮಿ ಹಲ್ವಾ <box>165 1368 215 1379</box>
paper-name: ಕೋಲಾರ ಪತ್ರಿಕೆ <box>36 40 88 52</box>
program-item: ಶನೈಶ್ಚರ ಸ್ವಾಮಿ ದೇವತಾ ಜಯಂತಿ <box>47 401 119 425</box>
program-item: ಭಾನುವಾರ ಸಂಜೆ ೬ಕ್ಕೆ <box>161 661 213 671</box>
environment-col3 <box>591 991 698 1531</box>
program-item: ಕಲರ್ ಕನ್ನಡ ಸಿನಿಮಾ <box>158 815 216 826</box>
commodity-name: ಹಸಿಶುಂಠಿ <box>797 654 822 664</box>
program-item: ಶುಕ್ರವಾರ ಬೆಳಿಗ್ಗೆ ಗಣಪತಿ ಪ್ರಾರ್ಥನೆ, ಮಣ್ಣಾರ ವಾಚನ, ಕಲಶಾರಾಧನೆ, ಅಗ್ನಿಪ್ರತಿಷ್ಠೆ, ಗಣಪತಿ ಹೋಮ, ಅನಂತ ಪದ್ಮನಾಭಸ್ವಾಮಿ ಹೋಮ, ಸುಬ್ರಹ್ಮಣ್ಯ ಹೋಮ, ನವಗ್ರಹ ಹೋಮ, ನಾಗದೇವತಾ ಹೋಮ, ಶನೈಶ್ಚರಸ್ವಾಮಿ ನಕ್ಷತ್ರನಾಮ ತಿಲಕ ಹೋಮ, ಜಯಾದಿ ಪ್ರಾಯಶ್ಚಿತ್ತ ಹೋಮ, ಪೂರ್ಣಾಹುತಿ, ಮಂಗಳಾರತಿ. <box>35 499 131 590</box>
modi-news <box>28 1358 132 1533</box>
main-article-c1p2: ಜಿಲ್ಲಾ ಕಾರ್ಯನಿರತ ಪತ್ರಕರ್ತರ ಸಂಘವು ಪ್ರತಿ ವರ್ಷದಂತೆ ಈ ಬಾರಿಯೂ ಜುಲೈ ೧ರಂದು ಪತ್ರಿಕಾ ದಿನಾಚರಣೆ ವೇಳೆ ಪತ್ರಕರ್ತರ ಮಕ್ಕಳಿಗೆ ಪ್ರತಿಭಾ ಪುರಸ್ಕಾರ ನೀಡಲಿದೆ. <box>362 341 499 380</box>
good-word-box <box>28 62 242 162</box>
commodity-name: ಬಜ್ಜಿ ಮೆ.ಕಾಯಿ <box>797 614 836 624</box>
market-row <box>797 708 935 721</box>
program-item: ಶನಿವಾರ ಬೆಳಿಗ್ಗೆ ಕುಂಭಾಭಿಷೇಕ, ನವರಸ ಪಂಚಾಮೃತ ಸಹಿತ ಮಂಗಳದ್ರವ್ಯಾಭಿಷೇಕ, ವಿಶೇಷ ಅಲಂಕಾರ, ಅನ್ನದಾನ ಸೇವೆ, ಮಹಾ ಮಂಗಳಾರತಿ. <box>35 592 131 643</box>
environment-col2 <box>476 991 583 1531</box>
brief-caption-1: ಬಂಗಾರಪೇಟೆಯಲ್ಲಿ ಮೈತ್ರಿಪಕ್ಷಗಳ ಕಾರ್ಯಕರ್ತರು ಕೇಂದ್ರದಲ್ಲಿ ನರೇಂದ್ರ ಮೋದಿ ಮೂರನೇ ಬಾರಿ ಪ್ರಧಾನಿಯಾಗುತ್ತಿರುವುದಕ್ಕೆ ಹಾಗೂ ಕೋಲಾರ ಕ್ಷೇತ್ರದಲ್ಲಿ ಎನ್‌ಡಿಎ ಅಭ್ಯರ್ಥಿ ಮಲ್ಲೇಶ್‌ಬಾಬು ಗೆಲುವು ಸಾಧಿಸಿರುವುದಕ್ಕೆ ಸಂಭ್ರಮಾಚರಣೆ ಮಾಡಿದರು. ಜಿಲ್ಲಾ ಭಾಜಪ ಪ್ರಧಾನ ಕಾರ್ಯದರ್ಶಿ ಬಿ.ವಿ. ಮಹೇಶ್, ಮಂಡಲ ಅಧ್ಯಕ್ಷ ಸುಮಗಿರೆಡ್ಡಿ, ಯುವಮೋರ್ಚಾದ ಬಿಂದುಮಾಧವ, ಸುಕುಮಾರ್, ಕಾರ್ತಿಕ್, ಮಾಜಿ ಪುರಸಭೆ ಸದಸ್ಯ ಮಹೇಶ್, ಕಾರಹಳ್ಳಿ ಹರೀಶ್ ಇದ್ದರು <box>708 900 938 949</box>
cbk-news-dateline: ನವದೆಹಲಿ ಜೂ ೫ <box>198 1405 242 1414</box>
commodity-price: 1200-1500 <box>893 546 935 557</box>
program-item: ರಿಷಬ್ ಶೆಟ್ಟಿ, ರಶ್ಮಿಕಾ ಮಂದಣ್ಣ <box>150 968 224 978</box>
modi-news-headline: ಮೋದಿಯವರಿಂದ ರಾಷ್ಟ್ರಪತಿಯವರ ಭೇಟಿ <box>28 1358 132 1380</box>
programs-box <box>28 287 242 1355</box>
commodity-price: 6000-8000 <box>893 493 935 503</box>
classes-article-p1: ಜಿಲ್ಲೆಯಲ್ಲಿ ಸಮಾಜ ಕಲ್ಯಾಣ ಇಲಾಖೆ, ಪರಿಶಿಷ್ಟ ವರ್ಗಗಳ ಕಲ್ಯಾಣ ಇಲಾಖೆ ಮತ್ತು ಹಿಂದುಳಿದ ವರ್ಗಗಳ ಕಲ್ಯಾಣ ಇಲಾಖೆ ವ್ಯಾಪ್ತಿಯಲ್ಲಿ ಕಾರ್ಯ ನಿರ್ವಹಿಸುತ್ತಿರುವ ಮೊರಾರ್ಜಿ ದೇಸಾಯಿ, ಕಿತ್ತೂರು ರಾಣಿ ಚೆನ್ನಮ್ಮ, ಅಂಬೇಡ್ಕರ್ ಮತ್ತು ಮಾಸ್ತಿ ವೆಂಕಟೇಶ ಅಯ್ಯಂಗಾರ್ ವಸತಿ ಶಾಲೆಗಳಿಗೆ ಪ್ರಸಕ್ತ ಸಾಲಿನ ೬, ೮ ಮತ್ತು ೯ನೇ ತರಗತಿಗಳ ಖಾಲಿ ಸೀಟುಗಳನ್ನು ಭರ್ತಿ ಮಾಡಲು ಅರ್ಜಿ ಆಹ್ವಾನಿಸಲಾಗಿದೆ. <box>248 279 358 378</box>
